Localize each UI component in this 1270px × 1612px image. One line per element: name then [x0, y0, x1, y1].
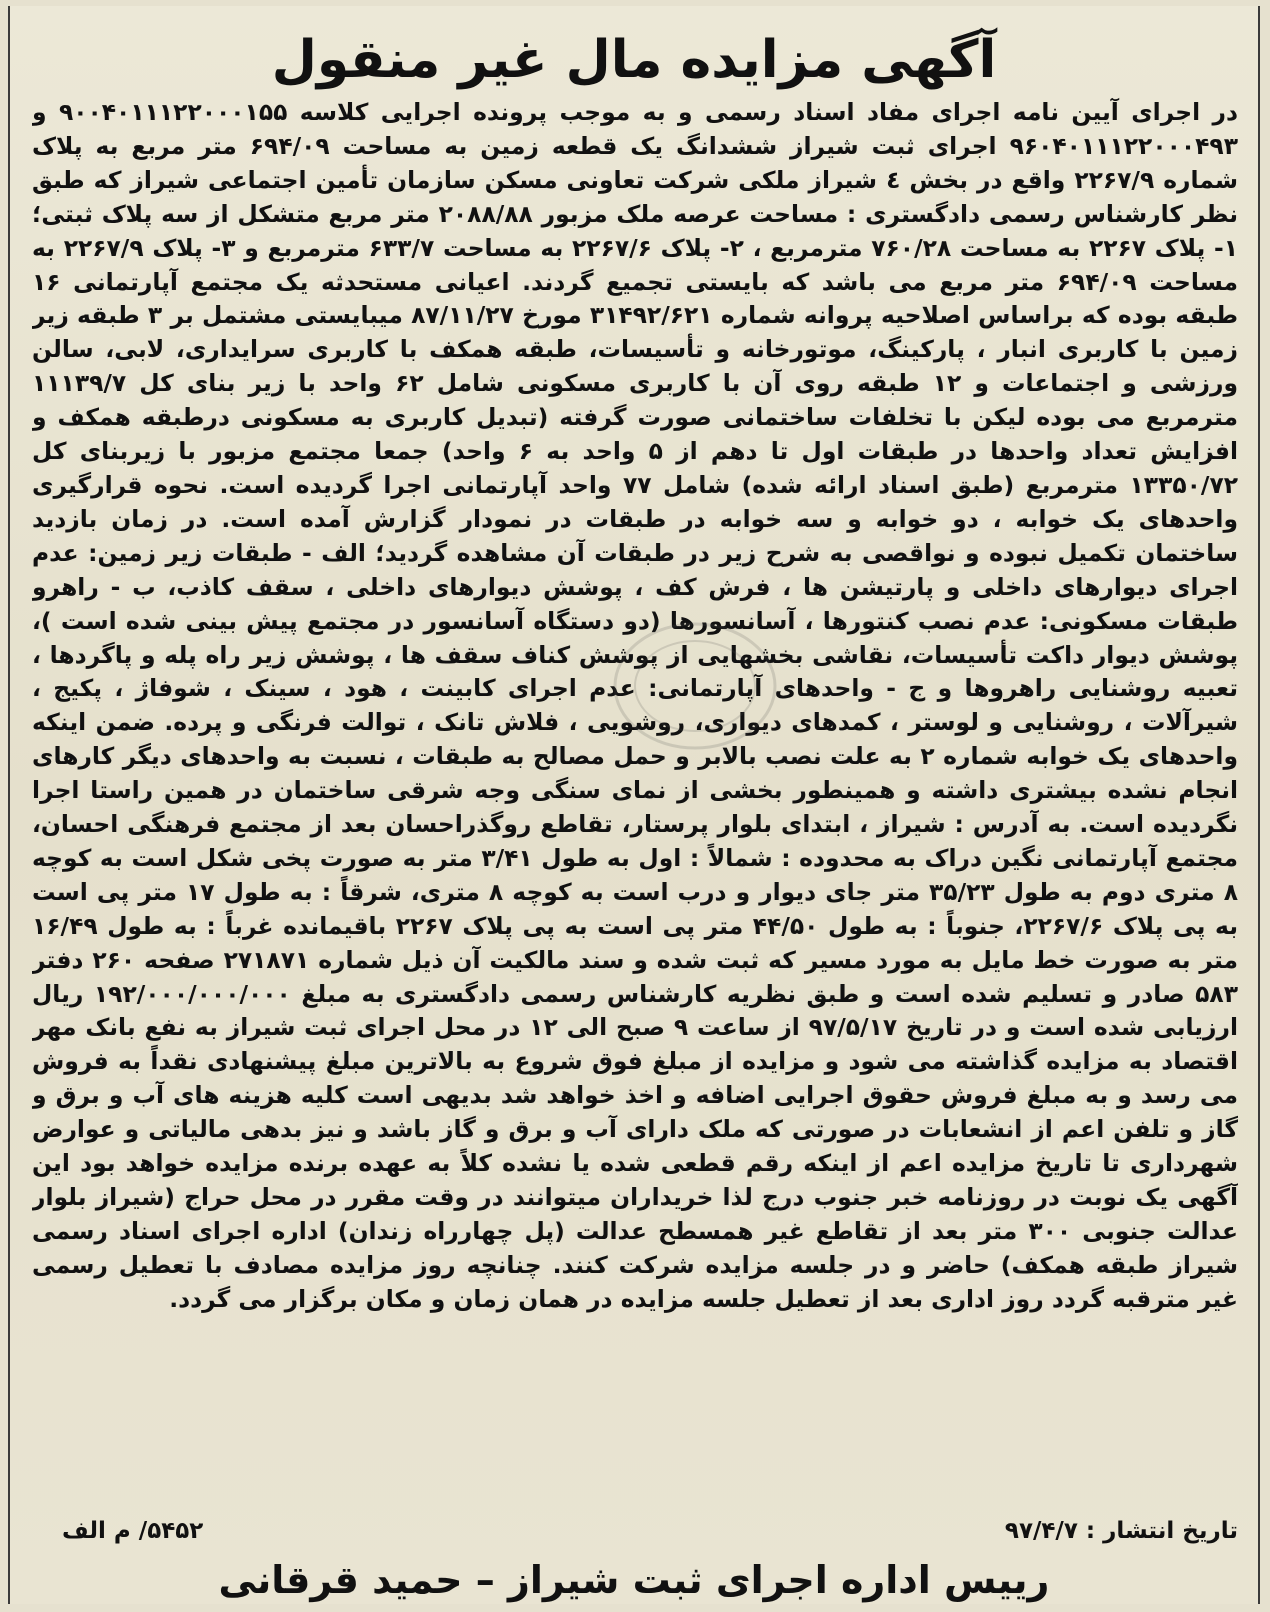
signature-line: رییس اداره اجرای ثبت شیراز – حمید قرقانی [218, 1558, 1050, 1602]
publish-date: تاریخ انتشار : ۹۷/۴/۷ [1004, 1518, 1238, 1544]
notice-title: آگهی مزایده مال غیر منقول [271, 30, 997, 90]
notice-body-paragraph: در اجرای آیین نامه اجرای مفاد اسناد رسمی و به موجب پرونده اجرایی کلاسه ۹۰۰۴۰۱۱۱۲۲۰۰۰۱۵۵ و ۹۶۰۴۰۱۱۱۲۲۰۰۰۴۹۳ اجرای ثبت شیراز ششدانگ یک قطعه زمین به مساحت ۶۹۴/۰۹ متر مربع به پلاک شماره ۲۲۶۷/۹ واقع در بخش ٤ شیراز ملکی شرکت تعاونی مسکن سازمان تأمین اجتماعی شیراز که طبق نظر کارشناس رسمی دادگستری : مساحت عرصه ملک مزبور ۲۰۸۸/۸۸ متر مربع متشکل از سه پلاک ثبتی؛۱- پلاک ۲۲۶۷ به مساحت ۷۶۰/۲۸ مترمربع ، ۲- پلاک ۲۲۶۷/۶ به مساحت ۶۳۳/۷ مترمربع و ۳- پلاک ۲۲۶۷/۹ به مساحت ۶۹۴/۰۹ متر مربع می باشد که بایستی تجمیع گردند. اعیانی مستحدثه یک مجتمع آپارتمانی ۱۶ طبقه بوده که براساس اصلاحیه پروانه شماره ۳۱۴۹۲/۶۲۱ مورخ ۸۷/۱۱/۲۷ میبایستی مشتمل بر ۳ طبقه زیر زمین با کاربری انبار ، پارکینگ، موتورخانه و تأسیسات، طبقه همکف با کاربری سرایداری، لابی، سالن ورزشی و اجتماعات و ۱۲ طبقه روی آن با کاربری مسکونی شامل ۶۲ واحد با زیر بنای کل ۱۱۱۳۹/۷ مترمربع می بوده لیکن با تخلفات ساختمانی صورت گرفته (تبدیل کاربری به مسکونی درطبقه همکف و افزایش تعداد واحدها در طبقات اول تا دهم از ۵ واحد به ۶ واحد) جمعا مجتمع مزبور با زیربنای کل ۱۳۳۵۰/۷۲ مترمربع (طبق اسناد ارائه شده) شامل ۷۷ واحد آپارتمانی اجرا گردیده است. نحوه قرارگیری واحدهای یک خوابه ، دو خوابه و سه خوابه در طبقات در نمودار گزارش آمده است. در زمان بازدید ساختمان تکمیل نبوده و نواقصی به شرح زیر در طبقات آن مشاهده گردید؛ الف - طبقات زیر زمین: عدم اجرای دیوارهای داخلی و پارتیشن ها ، فرش کف ، پوشش دیوارهای داخلی ، سقف کاذب، ب - راهرو طبقات مسکونی: عدم نصب کنتورها ، آسانسورها (دو دستگاه آسانسور در مجتمع پیش بینی شده است )، پوشش دیوار داکت تأسیسات، نقاشی بخشهایی از پوشش کناف سقف ها ، پوشش زیر راه پله و پاگردها ، تعبیه روشنایی راهروها و ج - واحدهای آپارتمانی: عدم اجرای کابینت ، هود ، سینک ، شوفاژ ، پکیج ، شیرآلات ، روشنایی و لوستر ، کمدهای دیواری، روشویی ، فلاش تانک ، توالت فرنگی و پرده. ضمن اینکه واحدهای یک خوابه شماره ۲ به علت نصب بالابر و حمل مصالح به طبقات ، نسبت به واحدهای دیگر کارهای انجام نشده بیشتری داشته و همینطور بخشی از نمای سنگی وجه شرقی ساختمان در همین راستا اجرا نگردیده است. به آدرس : شیراز ، ابتدای بلوار پرستار، تقاطع روگذراحسان بعد از مجتمع فرهنگی احسان، مجتمع آپارتمانی نگین دراک به محدوده : شمالاً : اول به طول ۳/۴۱ متر به صورت پخی شکل است به کوچه ۸ متری دوم به طول ۳۵/۲۳ متر جای دیوار و درب است به کوچه ۸ متری، شرقاً : به طول ۱۷ متر پی است به پی پلاک ۲۲۶۷/۶، جنوباً : به طول ۴۴/۵۰ متر پی است به پی پلاک ۲۲۶۷ باقیمانده غرباً : به طول ۱۶/۴۹ متر به صورت خط مایل به مورد مسیر که ثبت شده و سند مالکیت آن ذیل شماره ۲۷۱۸۷۱ صفحه ۲۶۰ دفتر ۵۸۳ صادر و تسلیم شده است و طبق نظریه کارشناس رسمی دادگستری به مبلغ ۱۹۲/۰۰۰/۰۰۰/۰۰۰ ریال ارزیابی شده است و در تاریخ ۹۷/۵/۱۷ از ساعت ۹ صبح الی ۱۲ در محل اجرای ثبت شیراز به نفع بانک مهر اقتصاد به مزایده گذاشته می شود و مزایده از مبلغ فوق شروع به بالاترین مبلغ پیشنهادی نقداً به فروش می رسد و به مبلغ فروش حقوق اجرایی اضافه و اخذ خواهد شد بدیهی است کلیه هزینه های آب و برق و گاز و تلفن اعم از انشعابات در صورتی که ملک دارای آب و برق و گاز باشد و نیز بدهی مالیاتی و عوارض شهرداری تا تاریخ مزایده اعم از اینکه رقم قطعی شده یا نشده کلاً به عهده برنده مزایده خواهد بود این آگهی یک نوبت در روزنامه خبر جنوب درج لذا خریداران میتوانند در وقت مقرر در محل حراج (شیراز بلوار عدالت جنوبی ۳۰۰ متر بعد از تقاطع غیر همسطح عدالت (پل چهارراه زندان) اداره اجرای اسناد رسمی شیراز طبقه همکف) حاضر و در جلسه مزایده شرکت کنند. چنانچه روز مزایده مصادف با تعطیل رسمی غیر مترقبه گردد روز اداری بعد از تعطیل جلسه مزایده در همان زمان و مکان برگزار می گردد. [32, 98, 1238, 1313]
publication-row [32, 1514, 1238, 1548]
reference-number: ۵۴۵۲/ م الف [62, 1518, 204, 1544]
notice-paper [8, 6, 1260, 1604]
notice-body [32, 96, 1238, 1496]
